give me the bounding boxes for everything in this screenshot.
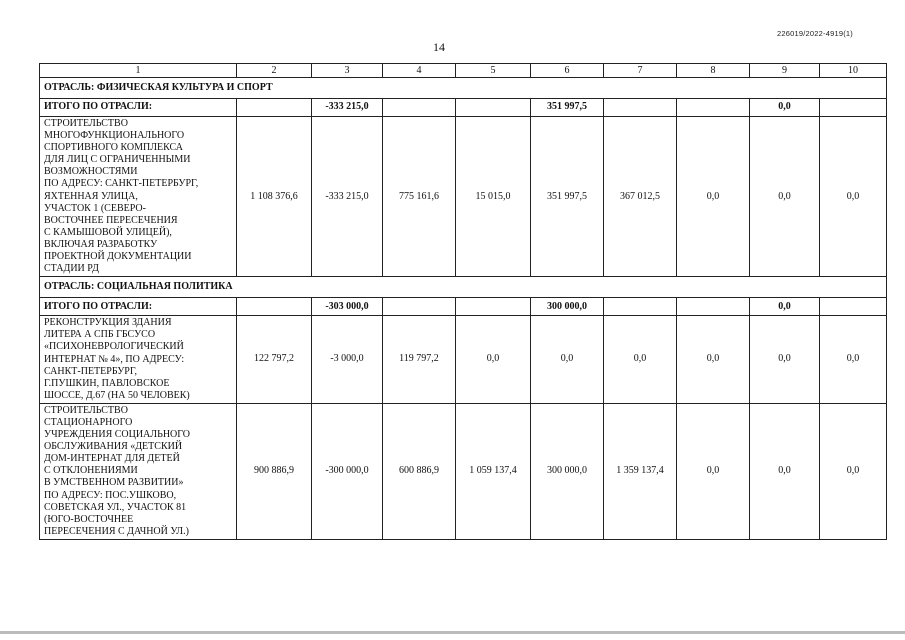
column-header: 3 [312, 64, 383, 78]
value-cell: 775 161,6 [383, 117, 456, 277]
value-cell: 0,0 [750, 316, 820, 404]
name-line: ИНТЕРНАТ № 4», ПО АДРЕСУ: [44, 353, 185, 365]
column-header: 6 [531, 64, 604, 78]
name-line: СТРОИТЕЛЬСТВО [44, 118, 128, 129]
name-line: ПО АДРЕСУ: САНКТ-ПЕТЕРБУРГ, [44, 178, 199, 190]
column-header: 1 [40, 64, 237, 78]
total-cell: -303 000,0 [312, 298, 383, 316]
name-line: ОБСЛУЖИВАНИЯ «ДЕТСКИЙ [44, 441, 183, 453]
total-cell [604, 298, 677, 316]
name-line: МНОГОФУНКЦИОНАЛЬНОГО [44, 130, 185, 142]
value-cell: 1 108 376,6 [237, 117, 312, 277]
name-line: СПОРТИВНОГО КОМПЛЕКСА [44, 142, 183, 154]
table-body [40, 64, 887, 540]
name-line: ПРОЕКТНОЙ ДОКУМЕНТАЦИИ [44, 251, 192, 263]
name-line: РЕКОНСТРУКЦИЯ ЗДАНИЯ [44, 317, 172, 329]
section-row [40, 78, 887, 99]
column-header: 9 [750, 64, 820, 78]
column-header: 4 [383, 64, 456, 78]
value-cell: 1 359 137,4 [604, 403, 677, 539]
name-line: ВОСТОЧНЕЕ ПЕРЕСЕЧЕНИЯ [44, 214, 178, 226]
total-cell [237, 298, 312, 316]
value-cell: 0,0 [604, 316, 677, 404]
total-cell: 300 000,0 [531, 298, 604, 316]
total-label: ИТОГО ПО ОТРАСЛИ: [40, 99, 237, 117]
name-line: ВКЛЮЧАЯ РАЗРАБОТКУ [44, 238, 158, 250]
value-cell: 15 015,0 [456, 117, 531, 277]
value-cell: 119 797,2 [383, 316, 456, 404]
name-line: ЛИТЕРА А СПБ ГБСУСО [44, 329, 156, 341]
value-cell: 0,0 [820, 316, 887, 404]
name-line: ЯХТЕННАЯ УЛИЦА, [44, 190, 138, 202]
value-cell: 0,0 [677, 403, 750, 539]
name-line: СТРОИТЕЛЬСТВО [44, 404, 128, 416]
column-header: 5 [456, 64, 531, 78]
name-line: Г.ПУШКИН, ПАВЛОВСКОЕ [44, 377, 170, 389]
name-line: ДЛЯ ЛИЦ С ОГРАНИЧЕННЫМИ [44, 154, 191, 166]
total-cell [820, 298, 887, 316]
total-cell: 0,0 [750, 99, 820, 117]
total-cell: 351 997,5 [531, 99, 604, 117]
column-number-row [40, 64, 887, 78]
section-total-row [40, 298, 887, 316]
name-line: (ЮГО-ВОСТОЧНЕЕ [44, 513, 134, 525]
name-line: УЧАСТОК 1 (СЕВЕРО- [44, 202, 146, 214]
value-cell: 351 997,5 [531, 117, 604, 277]
total-cell [456, 99, 531, 117]
total-cell: -333 215,0 [312, 99, 383, 117]
page-bottom-edge [0, 631, 905, 634]
name-line: СОВЕТСКАЯ УЛ., УЧАСТОК 81 [44, 501, 187, 513]
value-cell: 0,0 [456, 316, 531, 404]
value-cell: -333 215,0 [312, 117, 383, 277]
total-cell [456, 298, 531, 316]
total-cell [383, 99, 456, 117]
total-cell [604, 99, 677, 117]
budget-table [39, 63, 887, 540]
total-label: ИТОГО ПО ОТРАСЛИ: [40, 298, 237, 316]
value-cell: 0,0 [677, 117, 750, 277]
name-line: СТАДИИ РД [44, 263, 99, 275]
name-line: СТАЦИОНАРНОГО [44, 416, 133, 428]
value-cell: 0,0 [750, 403, 820, 539]
name-line: УЧРЕЖДЕНИЯ СОЦИАЛЬНОГО [44, 429, 191, 441]
value-cell: 0,0 [820, 403, 887, 539]
value-cell: 122 797,2 [237, 316, 312, 404]
section-title: ОТРАСЛЬ: ФИЗИЧЕСКАЯ КУЛЬТУРА И СПОРТ [40, 78, 887, 99]
value-cell: -300 000,0 [312, 403, 383, 539]
section-total-row [40, 99, 887, 117]
object-name [40, 403, 237, 539]
object-name [40, 117, 237, 277]
name-line: ДОМ-ИНТЕРНАТ ДЛЯ ДЕТЕЙ [44, 453, 180, 465]
column-header: 2 [237, 64, 312, 78]
total-cell [237, 99, 312, 117]
name-line: ШОССЕ, Д.67 (НА 50 ЧЕЛОВЕК) [44, 389, 190, 401]
value-cell: 600 886,9 [383, 403, 456, 539]
name-line: С КАМЫШОВОЙ УЛИЦЕЙ), [44, 226, 172, 238]
value-cell: 300 000,0 [531, 403, 604, 539]
name-line: В УМСТВЕННОМ РАЗВИТИИ» [44, 477, 184, 489]
column-header: 10 [820, 64, 887, 78]
column-header: 8 [677, 64, 750, 78]
value-cell: 0,0 [677, 316, 750, 404]
name-line: САНКТ-ПЕТЕРБУРГ, [44, 365, 138, 377]
name-line: ПО АДРЕСУ: ПОС.УШКОВО, [44, 489, 177, 501]
table-row [40, 117, 887, 277]
total-cell [677, 99, 750, 117]
name-line: ВОЗМОЖНОСТЯМИ [44, 166, 138, 178]
value-cell: 0,0 [531, 316, 604, 404]
value-cell: 900 886,9 [237, 403, 312, 539]
name-line: «ПСИХОНЕВРОЛОГИЧЕСКИЙ [44, 341, 184, 353]
name-line: ПЕРЕСЕЧЕНИЯ С ДАЧНОЙ УЛ.) [44, 525, 189, 537]
value-cell: 0,0 [820, 117, 887, 277]
document-id: 226019/2022-4919(1) [777, 29, 853, 38]
value-cell: 367 012,5 [604, 117, 677, 277]
value-cell: -3 000,0 [312, 316, 383, 404]
value-cell: 0,0 [750, 117, 820, 277]
column-header: 7 [604, 64, 677, 78]
table-row [40, 316, 887, 404]
total-cell: 0,0 [750, 298, 820, 316]
table-row [40, 403, 887, 539]
section-row [40, 277, 887, 298]
section-title: ОТРАСЛЬ: СОЦИАЛЬНАЯ ПОЛИТИКА [40, 277, 887, 298]
total-cell [820, 99, 887, 117]
name-line: С ОТКЛОНЕНИЯМИ [44, 465, 138, 477]
total-cell [383, 298, 456, 316]
value-cell: 1 059 137,4 [456, 403, 531, 539]
total-cell [677, 298, 750, 316]
page-number: 14 [433, 40, 445, 54]
object-name [40, 316, 237, 404]
